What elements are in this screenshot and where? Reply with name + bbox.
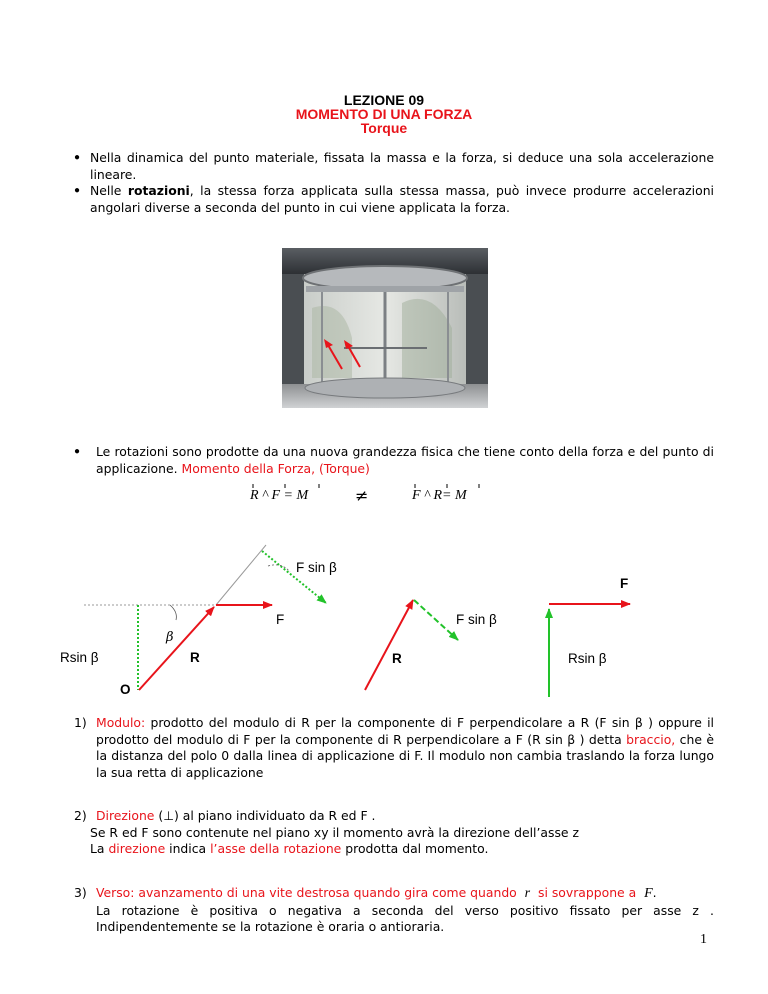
item-number: 3) [74, 885, 87, 900]
bullet-text: Nelle rotazioni, la stessa forza applicata sulla stessa massa, può invece produrre accelerazioni angolari diverse a seconda del punto in cui viene applicata la forza. [90, 183, 715, 215]
item-direzione: 2) Direzione (⊥) al piano individuato da R ed F . Se R ed F sono contenute nel piano xy il momento avrà la direzione dell’asse z La direzione indica l’asse della rotazione prodotta dal momento. [74, 808, 714, 858]
item-label: Verso: avanzamento di una vite destrosa quando gira come quando [96, 885, 517, 900]
verso-detail: La rotazione è positiva o negativa a seconda del verso positivo fissato per asse z . Indipendentemente se la rotazione è oraria o antioraria. [96, 902, 714, 934]
label-f-1: F [276, 612, 285, 627]
f-sin-beta-dotted-arrow [262, 551, 326, 603]
bullet-icon: ● [74, 446, 81, 457]
formula-left: R ^ F = M [250, 488, 309, 503]
topic-title: MOMENTO DI UNA FORZA [295, 106, 473, 122]
f-sin-beta-dashed-arrow [414, 600, 458, 640]
label-f-top-right: F [620, 576, 629, 591]
beta-arc [170, 605, 176, 620]
item-label: Modulo: [96, 715, 146, 730]
label-beta: β [166, 630, 174, 645]
item-modulo: 1) Modulo: prodotto del modulo di R per la componente di F perpendicolare a R (F sin β ) oppure il prodotto del modulo di F per la componente di R perpendicolare a F (R sin β ) detta braccio, che è la distanza del polo 0 dalla linea di applicazione di F. Il modulo non cambia traslando la forza lungo la sua retta di applicazione [74, 715, 714, 780]
label-r-sin-beta-2: Rsin β [568, 651, 607, 666]
page-number: 1 [700, 932, 707, 947]
label-r-2: R [392, 651, 402, 666]
label-r-1: R [190, 650, 200, 665]
bullet-icon: ● [74, 185, 81, 196]
item-label: Direzione [96, 808, 155, 823]
neq-symbol: ≠ [355, 486, 369, 505]
label-origin: O [120, 682, 131, 697]
r-vector-arrow-2 [365, 600, 413, 690]
bullet-text: Le rotazioni sono prodotte da una nuova grandezza fisica che tiene conto della forza e del punto di applicazione. Momento della Forza, (Torque) [96, 444, 714, 476]
formula-right: F ^ R= M [412, 488, 467, 503]
label-f-sin-beta-2: F sin β [456, 612, 497, 627]
label-f-sin-beta-1: F sin β [296, 560, 337, 575]
item-number: 1) [74, 715, 87, 730]
label-r-sin-beta-1: Rsin β [60, 650, 99, 665]
direzione-line-2: Se R ed F sono contenute nel piano xy il momento avrà la direzione dell’asse z [90, 824, 579, 840]
item-verso: 3) Verso: avanzamento di una vite destrosa quando gira come quando r si sovrappone a F. La rotazione è positiva o negativa a seconda del verso positivo fissato per asse z . Indipendentemente se la rotazione è oraria o antioraria. [74, 885, 714, 934]
r-extension-line [216, 545, 266, 605]
lesson-title: LEZIONE 09 [343, 92, 425, 108]
topic-subtitle: Torque [360, 120, 408, 136]
direzione-line-3: La direzione indica l’asse della rotazione prodotta dal momento. [90, 841, 489, 856]
bullet-text: Nella dinamica del punto materiale, fissata la massa e la forza, si deduce una sola accelerazione lineare. [90, 150, 714, 182]
item-number: 2) [74, 808, 87, 823]
bullet-icon: ● [74, 152, 81, 163]
beta-arc-2 [268, 565, 290, 572]
